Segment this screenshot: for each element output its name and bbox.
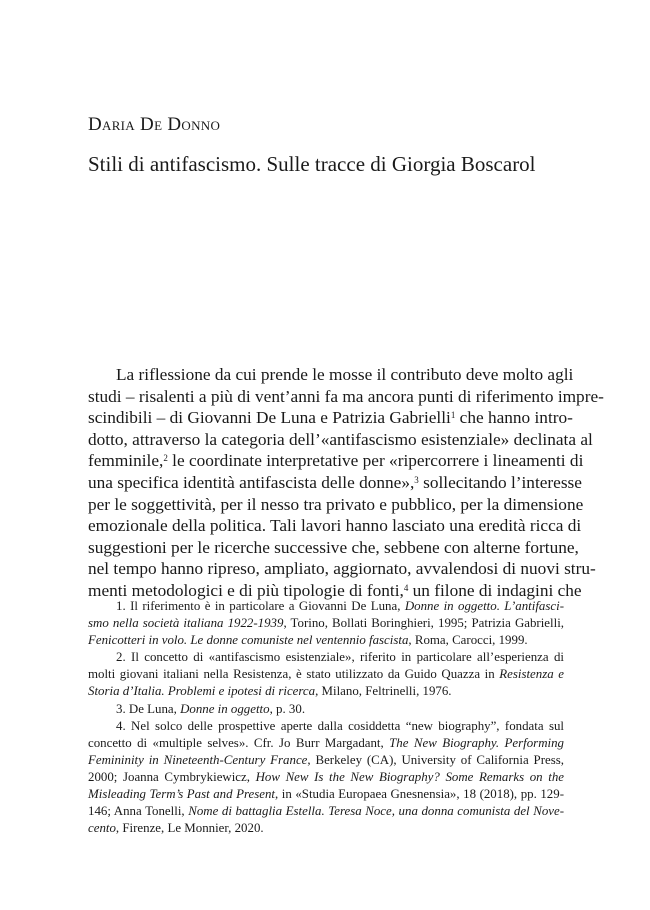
- footnote-ref: 1: [450, 410, 456, 421]
- footnote-line: concetto di «multiple selves». Cfr. Jo Burr Margadant, The New Biography. Performing: [88, 735, 564, 750]
- footnote-line: 4. Nel solco delle prospettive aperte dalla cosiddetta “new biography”, fondata sul: [116, 718, 564, 733]
- body-line: emozionale della politica. Tali lavori hanno lasciato una eredità ricca di: [88, 516, 582, 536]
- footnote-line: 2000; Joanna Cymbrykiewicz, How New Is the New Biography? Some Remarks on the: [88, 769, 564, 784]
- footnote-line: 1. Il riferimento è in particolare a Giovanni De Luna, Donne in oggetto. L’antifasci-: [116, 599, 564, 613]
- body-line: dotto, attraverso la categoria dell’«antifascismo esistenziale» declinata al: [88, 429, 593, 449]
- body-line: per le soggettività, per il nesso tra privato e pubblico, per la dimensione: [88, 494, 584, 514]
- footnote-line: 3. De Luna, Donne in oggetto, p. 30.: [116, 701, 306, 716]
- footnote-line: 146; Anna Tonelli, Nome di battaglia Estella. Teresa Noce, una donna comunista del Nove-: [88, 804, 564, 819]
- footnote-line: Femininity in Nineteenth-Century France, Berkeley (CA), University of California Press,: [88, 752, 564, 767]
- body-line: femminile,$^2$ le coordinate interpretative per «ripercorrere i lineamenti di: [88, 451, 584, 471]
- article-author: Daria De Donno: [88, 114, 221, 135]
- footnote-line: Fenicotteri in volo. Le donne comuniste nel ventennio fascista, Roma, Carocci, 1999.: [88, 633, 528, 648]
- body-line: scindibili – di Giovanni De Luna e Patrizia Gabrielli$^1$ che hanno intro-: [88, 408, 573, 428]
- footnote-line: cento, Firenze, Le Monnier, 2020.: [88, 821, 264, 836]
- body-paragraph: [88, 364, 604, 602]
- footnote-2: [88, 649, 564, 700]
- body-line: La riflessione da cui prende le mosse il contributo deve molto agli: [116, 365, 574, 384]
- article-title: Stili di antifascismo. Sulle tracce di Giorgia Boscarol: [88, 152, 536, 176]
- footnote-ref: 4: [403, 582, 409, 593]
- body-line: nel tempo hanno ripreso, ampliato, aggiornato, avvalendosi di nuovi stru-: [88, 559, 596, 579]
- footnote-line: smo nella società italiana 1922-1939, Torino, Bollati Boringhieri, 1995; Patrizia Gabrielli,: [88, 616, 564, 631]
- footnote-3: [88, 701, 564, 718]
- footnote-line: molti giovani italiani nella Resistenza, è stato utilizzato da Guido Quazza in Resistenza e: [88, 667, 564, 682]
- footnote-ref: 3: [414, 474, 419, 485]
- body-line: menti metodologici e di più tipologie di fonti,$^4$ un filone di indagini che: [88, 580, 582, 600]
- body-line: suggestioni per le ricerche successive che, sebbene con alterne fortune,: [88, 537, 579, 557]
- footnote-line: 2. Il concetto di «antifascismo esistenziale», riferito in particolare all’esperienza di: [116, 650, 564, 665]
- footnotes: [88, 598, 564, 837]
- footnote-1: [88, 598, 564, 649]
- body-line: studi – risalenti a più di vent’anni fa ma ancora punti di riferimento impre-: [88, 386, 604, 406]
- footnote-line: Storia d’Italia. Problemi e ipotesi di ricerca, Milano, Feltrinelli, 1976.: [88, 684, 452, 699]
- footnote-line: Misleading Term’s Past and Present, in «Studia Europaea Gnesnensia», 18 (2018), pp. 129-: [88, 787, 564, 802]
- footnote-4: [88, 718, 564, 838]
- footnote-ref: 2: [163, 453, 168, 464]
- body-line: una specifica identità antifascista delle donne»,$^3$ sollecitando l’interesse: [88, 472, 582, 492]
